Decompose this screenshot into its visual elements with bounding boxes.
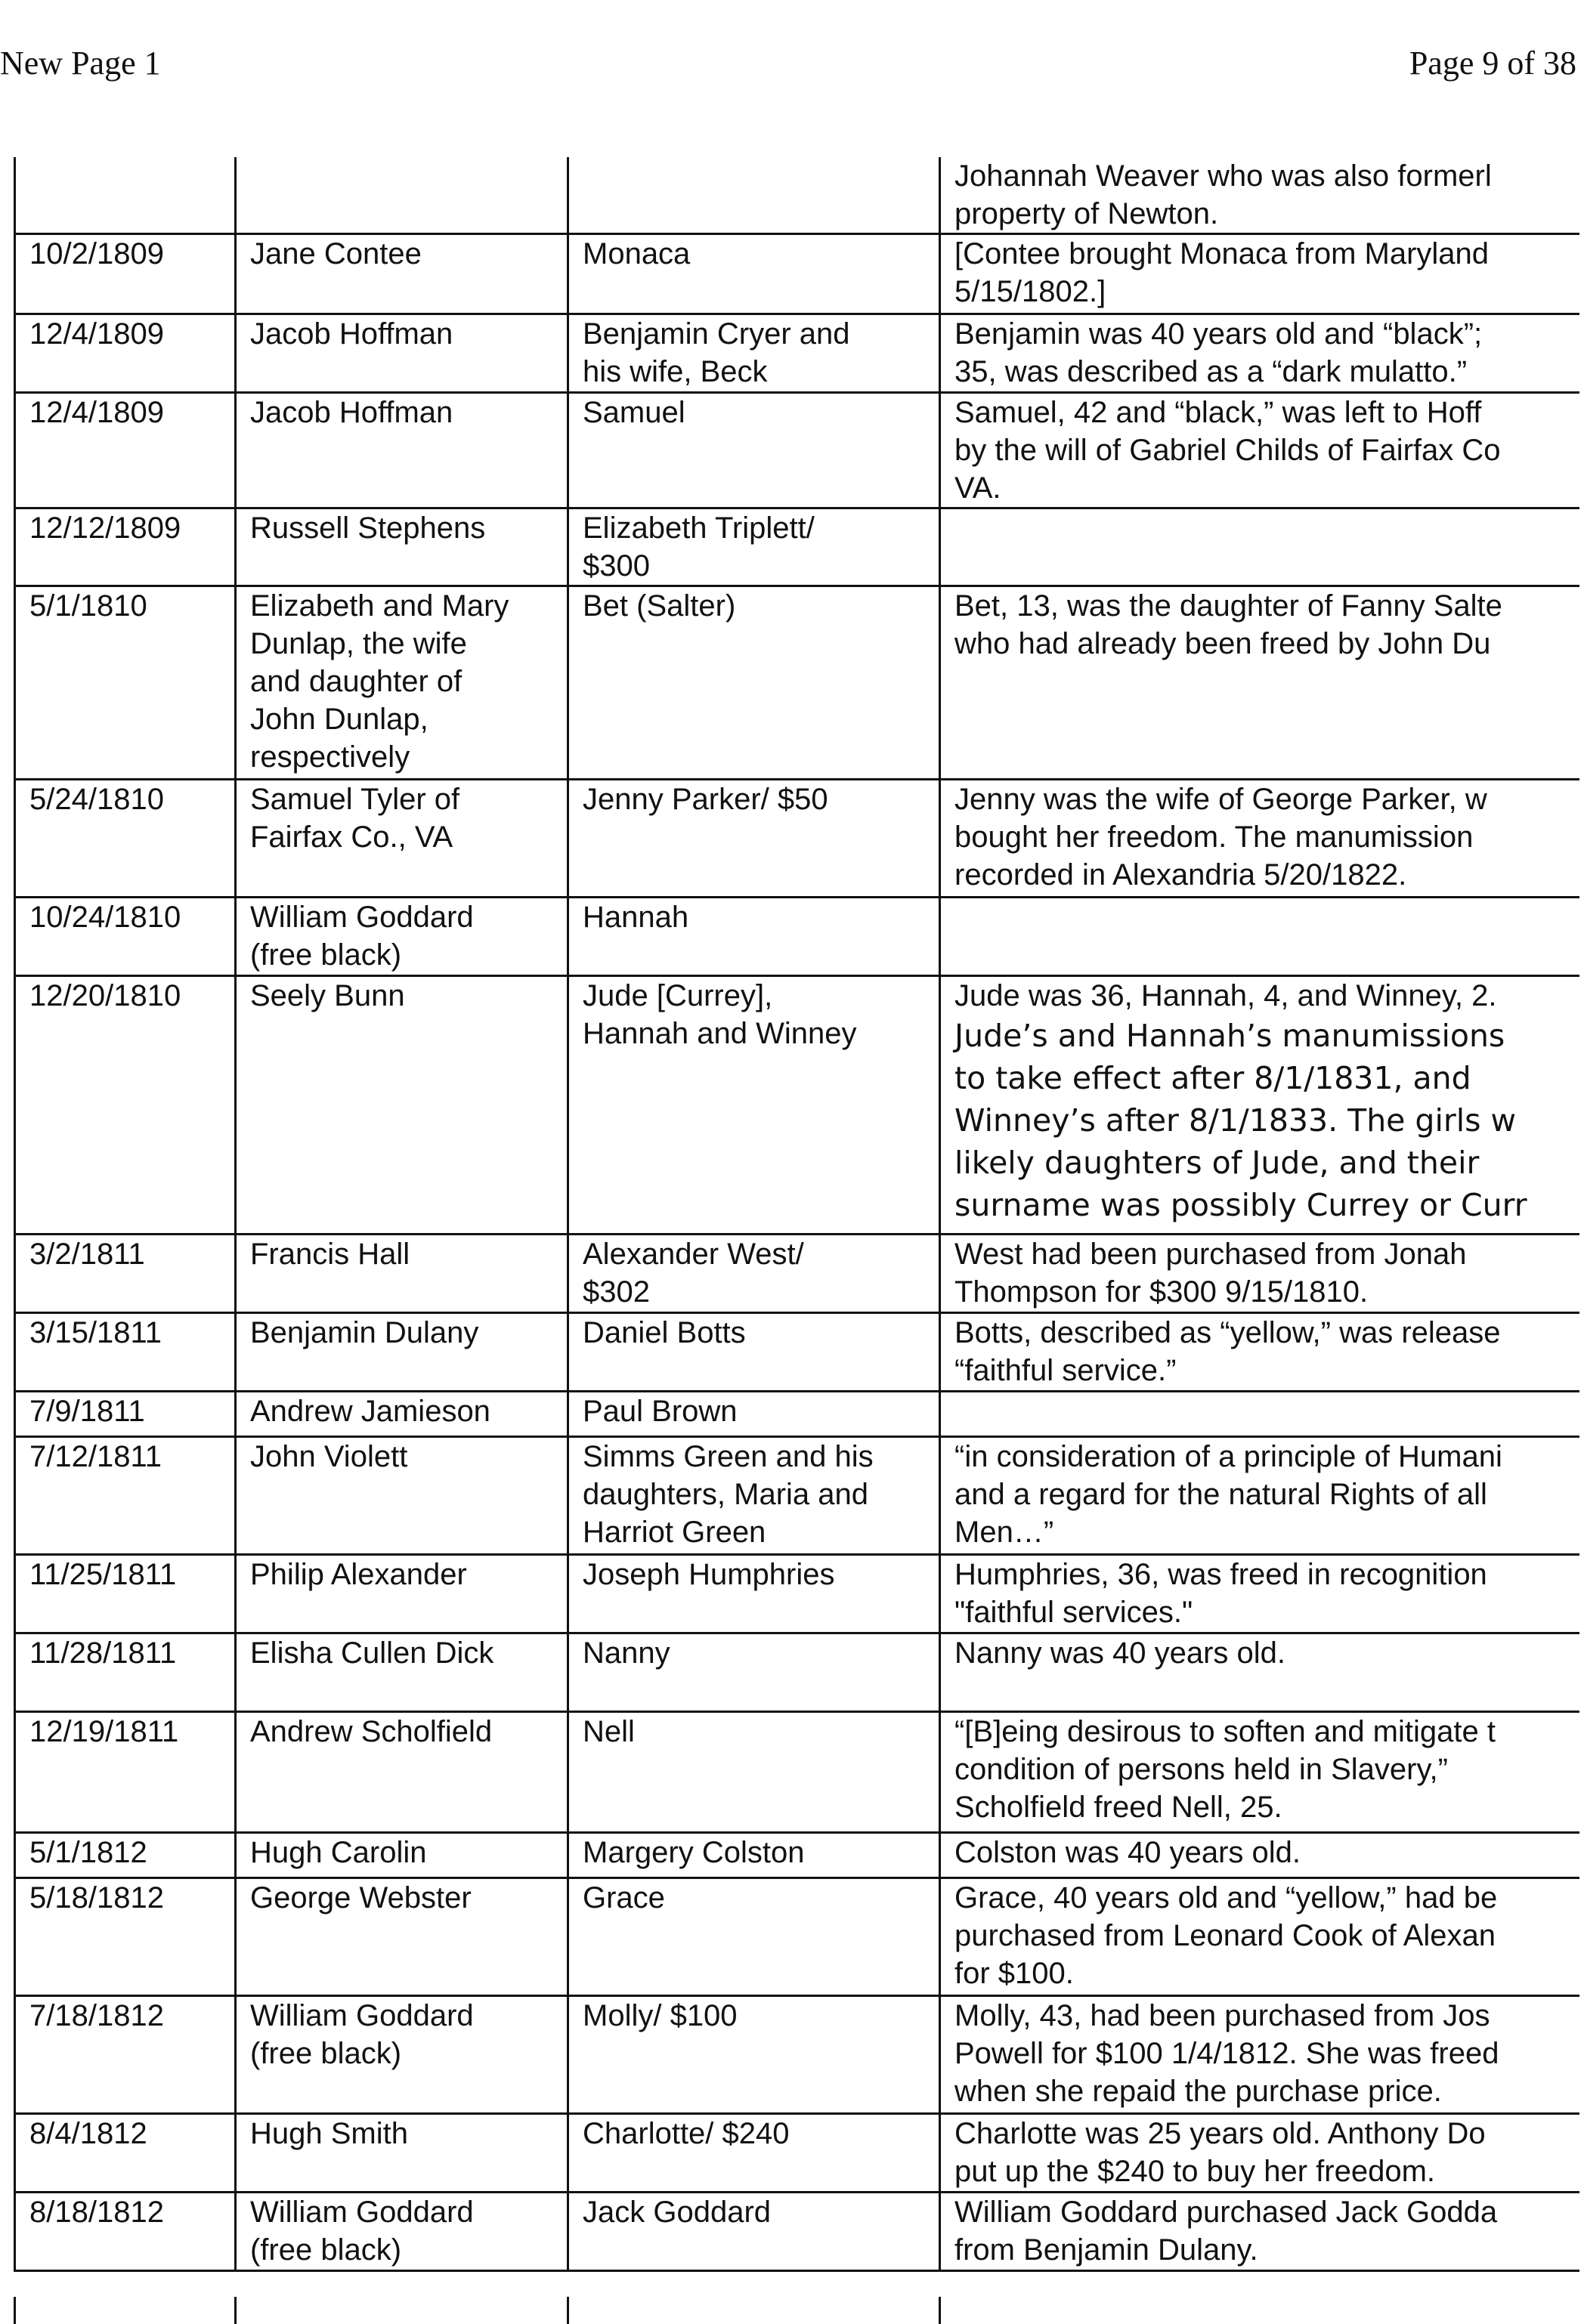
notes-line: Bet, 13, was the daughter of Fanny Salte	[954, 589, 1502, 623]
owner-cell	[236, 157, 568, 234]
freed-person-line: Elizabeth Triplett/	[583, 511, 815, 545]
freed-person-cell	[568, 508, 940, 586]
owner-line: George Webster	[250, 1881, 472, 1915]
notes-line: 35, was described as a “dark mulatto.”	[954, 355, 1468, 388]
notes-line: Colston was 40 years old.	[954, 1836, 1301, 1869]
owner-line: Francis Hall	[250, 1238, 410, 1271]
freed-person-cell	[568, 1437, 940, 1555]
date-cell: 12/12/1809	[15, 508, 236, 586]
notes-line: property of Newton.	[954, 197, 1219, 230]
freed-person-line: daughters, Maria and	[583, 1478, 869, 1511]
owner-cell	[236, 1392, 568, 1437]
owner-cell	[236, 1878, 568, 1996]
freed-person-cell	[568, 1833, 940, 1878]
notes-cell	[940, 314, 1579, 393]
owner-line: Philip Alexander	[250, 1558, 467, 1591]
owner-line: (free black)	[250, 2037, 402, 2070]
manumission-table-container	[14, 157, 1578, 2272]
notes-cell	[940, 234, 1579, 314]
notes-cell	[940, 508, 1579, 586]
owner-line: respectively	[250, 740, 410, 774]
freed-person-line: Margery Colston	[583, 1836, 805, 1869]
date-cell: 3/15/1811	[15, 1313, 236, 1392]
page-number: Page 9 of 38	[1409, 45, 1576, 82]
notes-line: purchased from Leonard Cook of Alexan	[954, 1919, 1496, 1952]
table-row	[15, 2114, 1579, 2193]
owner-cell	[236, 314, 568, 393]
page-title: New Page 1	[0, 45, 161, 82]
table-row	[15, 393, 1579, 508]
freed-person-line: Benjamin Cryer and	[583, 317, 850, 351]
notes-line: Samuel, 42 and “black,” was left to Hoff	[954, 396, 1482, 429]
notes-cell	[940, 1235, 1579, 1313]
notes-line: surname was possibly Currey or Curr	[954, 1187, 1527, 1223]
notes-line: Jenny was the wife of George Parker, w	[954, 783, 1487, 816]
owner-cell	[236, 1996, 568, 2114]
date-cell: 12/20/1810	[15, 976, 236, 1235]
owner-line: John Dunlap,	[250, 703, 428, 736]
freed-person-cell	[568, 1633, 940, 1712]
date-cell: 11/28/1811	[15, 1633, 236, 1712]
owner-cell	[236, 393, 568, 508]
freed-person-line: Simms Green and his	[583, 1440, 874, 1473]
owner-cell	[236, 976, 568, 1235]
owner-line: William Goddard	[250, 901, 474, 934]
table-row	[15, 1437, 1579, 1555]
owner-line: Elizabeth and Mary	[250, 589, 509, 623]
owner-line: Andrew Scholfield	[250, 1715, 493, 1748]
date-cell: 12/4/1809	[15, 393, 236, 508]
notes-line: likely daughters of Jude, and their	[954, 1145, 1480, 1181]
notes-line: condition of persons held in Slavery,”	[954, 1753, 1448, 1786]
notes-line: Grace, 40 years old and “yellow,” had be	[954, 1881, 1498, 1915]
freed-person-cell	[568, 1996, 940, 2114]
freed-person-line: Nanny	[583, 1636, 670, 1670]
notes-line: who had already been freed by John Du	[954, 627, 1491, 660]
notes-line: Nanny was 40 years old.	[954, 1636, 1286, 1670]
freed-person-line: Paul Brown	[583, 1395, 738, 1428]
freed-person-line: Samuel	[583, 396, 685, 429]
notes-line: Botts, described as “yellow,” was release	[954, 1316, 1501, 1349]
freed-person-cell	[568, 1712, 940, 1833]
notes-cell	[940, 976, 1579, 1235]
owner-cell	[236, 1633, 568, 1712]
date-cell: 8/18/1812	[15, 2193, 236, 2271]
owner-line: (free black)	[250, 2233, 402, 2267]
date-cell: 10/2/1809	[15, 234, 236, 314]
date-cell: 11/25/1811	[15, 1555, 236, 1633]
notes-line: Molly, 43, had been purchased from Jos	[954, 1999, 1490, 2032]
owner-line: Fairfax Co., VA	[250, 821, 453, 854]
date-cell: 5/1/1812	[15, 1833, 236, 1878]
freed-person-cell	[568, 1313, 940, 1392]
date-cell: 3/2/1811	[15, 1235, 236, 1313]
owner-line: Jacob Hoffman	[250, 396, 453, 429]
freed-person-cell	[568, 234, 940, 314]
date-cell: 5/18/1812	[15, 1878, 236, 1996]
notes-cell	[940, 1712, 1579, 1833]
freed-person-line: Grace	[583, 1881, 665, 1915]
owner-line: Andrew Jamieson	[250, 1395, 490, 1428]
table-row	[15, 1996, 1579, 2114]
owner-cell	[236, 586, 568, 780]
freed-person-line: Alexander West/	[583, 1238, 804, 1271]
table-row	[15, 314, 1579, 393]
notes-cell	[940, 2193, 1579, 2271]
notes-line: Johannah Weaver who was also formerl	[954, 159, 1492, 193]
notes-line: [Contee brought Monaca from Maryland	[954, 237, 1490, 270]
owner-line: and daughter of	[250, 665, 463, 698]
table-row	[15, 508, 1579, 586]
notes-line: Benjamin was 40 years old and “black”;	[954, 317, 1483, 351]
owner-line: Hugh Carolin	[250, 1836, 427, 1869]
date-cell: 8/4/1812	[15, 2114, 236, 2193]
notes-line: Humphries, 36, was freed in recognition	[954, 1558, 1487, 1591]
notes-line: bought her freedom. The manumission	[954, 821, 1474, 854]
notes-cell	[940, 1633, 1579, 1712]
freed-person-line: $300	[583, 549, 650, 583]
owner-cell	[236, 780, 568, 898]
owner-cell	[236, 1555, 568, 1633]
notes-line: “faithful service.”	[954, 1354, 1177, 1387]
notes-line: Scholfield freed Nell, 25.	[954, 1791, 1282, 1824]
owner-line: Jane Contee	[250, 237, 422, 270]
table-row	[15, 976, 1579, 1235]
freed-person-cell	[568, 1878, 940, 1996]
date-cell: 5/1/1810	[15, 586, 236, 780]
owner-cell	[236, 1235, 568, 1313]
owner-cell	[236, 508, 568, 586]
notes-line: Men…”	[954, 1516, 1054, 1549]
owner-cell	[236, 1313, 568, 1392]
table-row	[15, 1313, 1579, 1392]
notes-cell	[940, 1392, 1579, 1437]
freed-person-line: Molly/ $100	[583, 1999, 738, 2032]
table-row	[15, 1712, 1579, 1833]
owner-cell	[236, 2193, 568, 2271]
notes-cell	[940, 393, 1579, 508]
table-row	[15, 1878, 1579, 1996]
table-row	[15, 1633, 1579, 1712]
notes-line: by the will of Gabriel Childs of Fairfax Co	[954, 434, 1501, 467]
table-body	[15, 157, 1579, 2271]
freed-person-cell	[568, 898, 940, 976]
owner-cell	[236, 898, 568, 976]
freed-person-line: Jude [Currey],	[583, 979, 773, 1012]
freed-person-line: Nell	[583, 1715, 635, 1748]
notes-line: put up the $240 to buy her freedom.	[954, 2155, 1435, 2188]
notes-line: Charlotte was 25 years old. Anthony Do	[954, 2117, 1486, 2150]
manumission-table	[14, 157, 1579, 2272]
freed-person-line: Charlotte/ $240	[583, 2117, 790, 2150]
owner-line: Dunlap, the wife	[250, 627, 467, 660]
freed-person-line: Monaca	[583, 237, 691, 270]
notes-line: “in consideration of a principle of Humani	[954, 1440, 1502, 1473]
notes-cell	[940, 2114, 1579, 2193]
notes-line: from Benjamin Dulany.	[954, 2233, 1258, 2267]
owner-cell	[236, 1437, 568, 1555]
freed-person-cell	[568, 157, 940, 234]
table-row	[15, 780, 1579, 898]
freed-person-line: Bet (Salter)	[583, 589, 736, 623]
owner-line: John Violett	[250, 1440, 408, 1473]
date-cell: 12/4/1809	[15, 314, 236, 393]
notes-line: Jude’s and Hannah’s manumissions	[954, 1018, 1505, 1054]
freed-person-cell	[568, 976, 940, 1235]
freed-person-cell	[568, 2114, 940, 2193]
freed-person-cell	[568, 1392, 940, 1437]
owner-line: Jacob Hoffman	[250, 317, 453, 351]
table-row	[15, 1235, 1579, 1313]
notes-line: and a regard for the natural Rights of all	[954, 1478, 1487, 1511]
date-cell: 10/24/1810	[15, 898, 236, 976]
table-row	[15, 2193, 1579, 2271]
table-row	[15, 1392, 1579, 1437]
owner-line: Hugh Smith	[250, 2117, 408, 2150]
freed-person-cell	[568, 586, 940, 780]
freed-person-cell	[568, 2193, 940, 2271]
owner-line: William Goddard	[250, 2196, 474, 2229]
owner-line: William Goddard	[250, 1999, 474, 2032]
freed-person-cell	[568, 780, 940, 898]
date-cell: 5/24/1810	[15, 780, 236, 898]
date-cell: 7/12/1811	[15, 1437, 236, 1555]
notes-line: for $100.	[954, 1957, 1074, 1990]
table-row	[15, 1833, 1579, 1878]
freed-person-line: his wife, Beck	[583, 355, 768, 388]
owner-cell	[236, 2114, 568, 2193]
notes-line: recorded in Alexandria 5/20/1822.	[954, 858, 1407, 892]
notes-cell	[940, 1878, 1579, 1996]
date-cell: 7/18/1812	[15, 1996, 236, 2114]
owner-line: (free black)	[250, 938, 402, 972]
notes-line: West had been purchased from Jonah	[954, 1238, 1467, 1271]
notes-line: 5/15/1802.]	[954, 275, 1106, 308]
freed-person-cell	[568, 1555, 940, 1633]
notes-cell	[940, 1313, 1579, 1392]
date-cell: 7/9/1811	[15, 1392, 236, 1437]
freed-person-line: Joseph Humphries	[583, 1558, 835, 1591]
notes-line: to take effect after 8/1/1831, and	[954, 1060, 1471, 1096]
date-cell	[15, 157, 236, 234]
owner-cell	[236, 1833, 568, 1878]
notes-line: VA.	[954, 471, 1001, 505]
table-row	[15, 898, 1579, 976]
owner-line: Samuel Tyler of	[250, 783, 460, 816]
notes-cell	[940, 1996, 1579, 2114]
notes-line: "faithful services."	[954, 1596, 1193, 1629]
freed-person-cell	[568, 393, 940, 508]
freed-person-cell	[568, 1235, 940, 1313]
date-cell: 12/19/1811	[15, 1712, 236, 1833]
freed-person-line: Hannah	[583, 901, 689, 934]
freed-person-line: Daniel Botts	[583, 1316, 746, 1349]
owner-line: Benjamin Dulany	[250, 1316, 479, 1349]
notes-cell	[940, 586, 1579, 780]
notes-cell	[940, 1833, 1579, 1878]
owner-line: Seely Bunn	[250, 979, 405, 1012]
page-header	[0, 44, 1584, 97]
notes-cell	[940, 1555, 1579, 1633]
freed-person-line: Harriot Green	[583, 1516, 766, 1549]
notes-cell	[940, 898, 1579, 976]
freed-person-line: Jenny Parker/ $50	[583, 783, 828, 816]
notes-cell	[940, 157, 1579, 234]
notes-line: Jude was 36, Hannah, 4, and Winney, 2.	[954, 979, 1497, 1012]
notes-line: when she repaid the purchase price.	[954, 2075, 1442, 2108]
owner-line: Russell Stephens	[250, 511, 486, 545]
freed-person-line: $302	[583, 1275, 650, 1309]
table-row	[15, 586, 1579, 780]
owner-line: Elisha Cullen Dick	[250, 1636, 494, 1670]
notes-line: Powell for $100 1/4/1812. She was freed	[954, 2037, 1499, 2070]
notes-line: Thompson for $300 9/15/1810.	[954, 1275, 1369, 1309]
table-row	[15, 1555, 1579, 1633]
freed-person-cell	[568, 314, 940, 393]
table-row	[15, 157, 1579, 234]
freed-person-line: Hannah and Winney	[583, 1017, 857, 1050]
owner-cell	[236, 1712, 568, 1833]
table-row	[15, 234, 1579, 314]
table-continuation-lines	[14, 2297, 1578, 2324]
notes-cell	[940, 1437, 1579, 1555]
notes-line: Winney’s after 8/1/1833. The girls w	[954, 1102, 1517, 1139]
notes-cell	[940, 780, 1579, 898]
notes-line: “[B]eing desirous to soften and mitigate t	[954, 1715, 1496, 1748]
notes-line: William Goddard purchased Jack Godda	[954, 2196, 1498, 2229]
owner-cell	[236, 234, 568, 314]
freed-person-line: Jack Goddard	[583, 2196, 772, 2229]
